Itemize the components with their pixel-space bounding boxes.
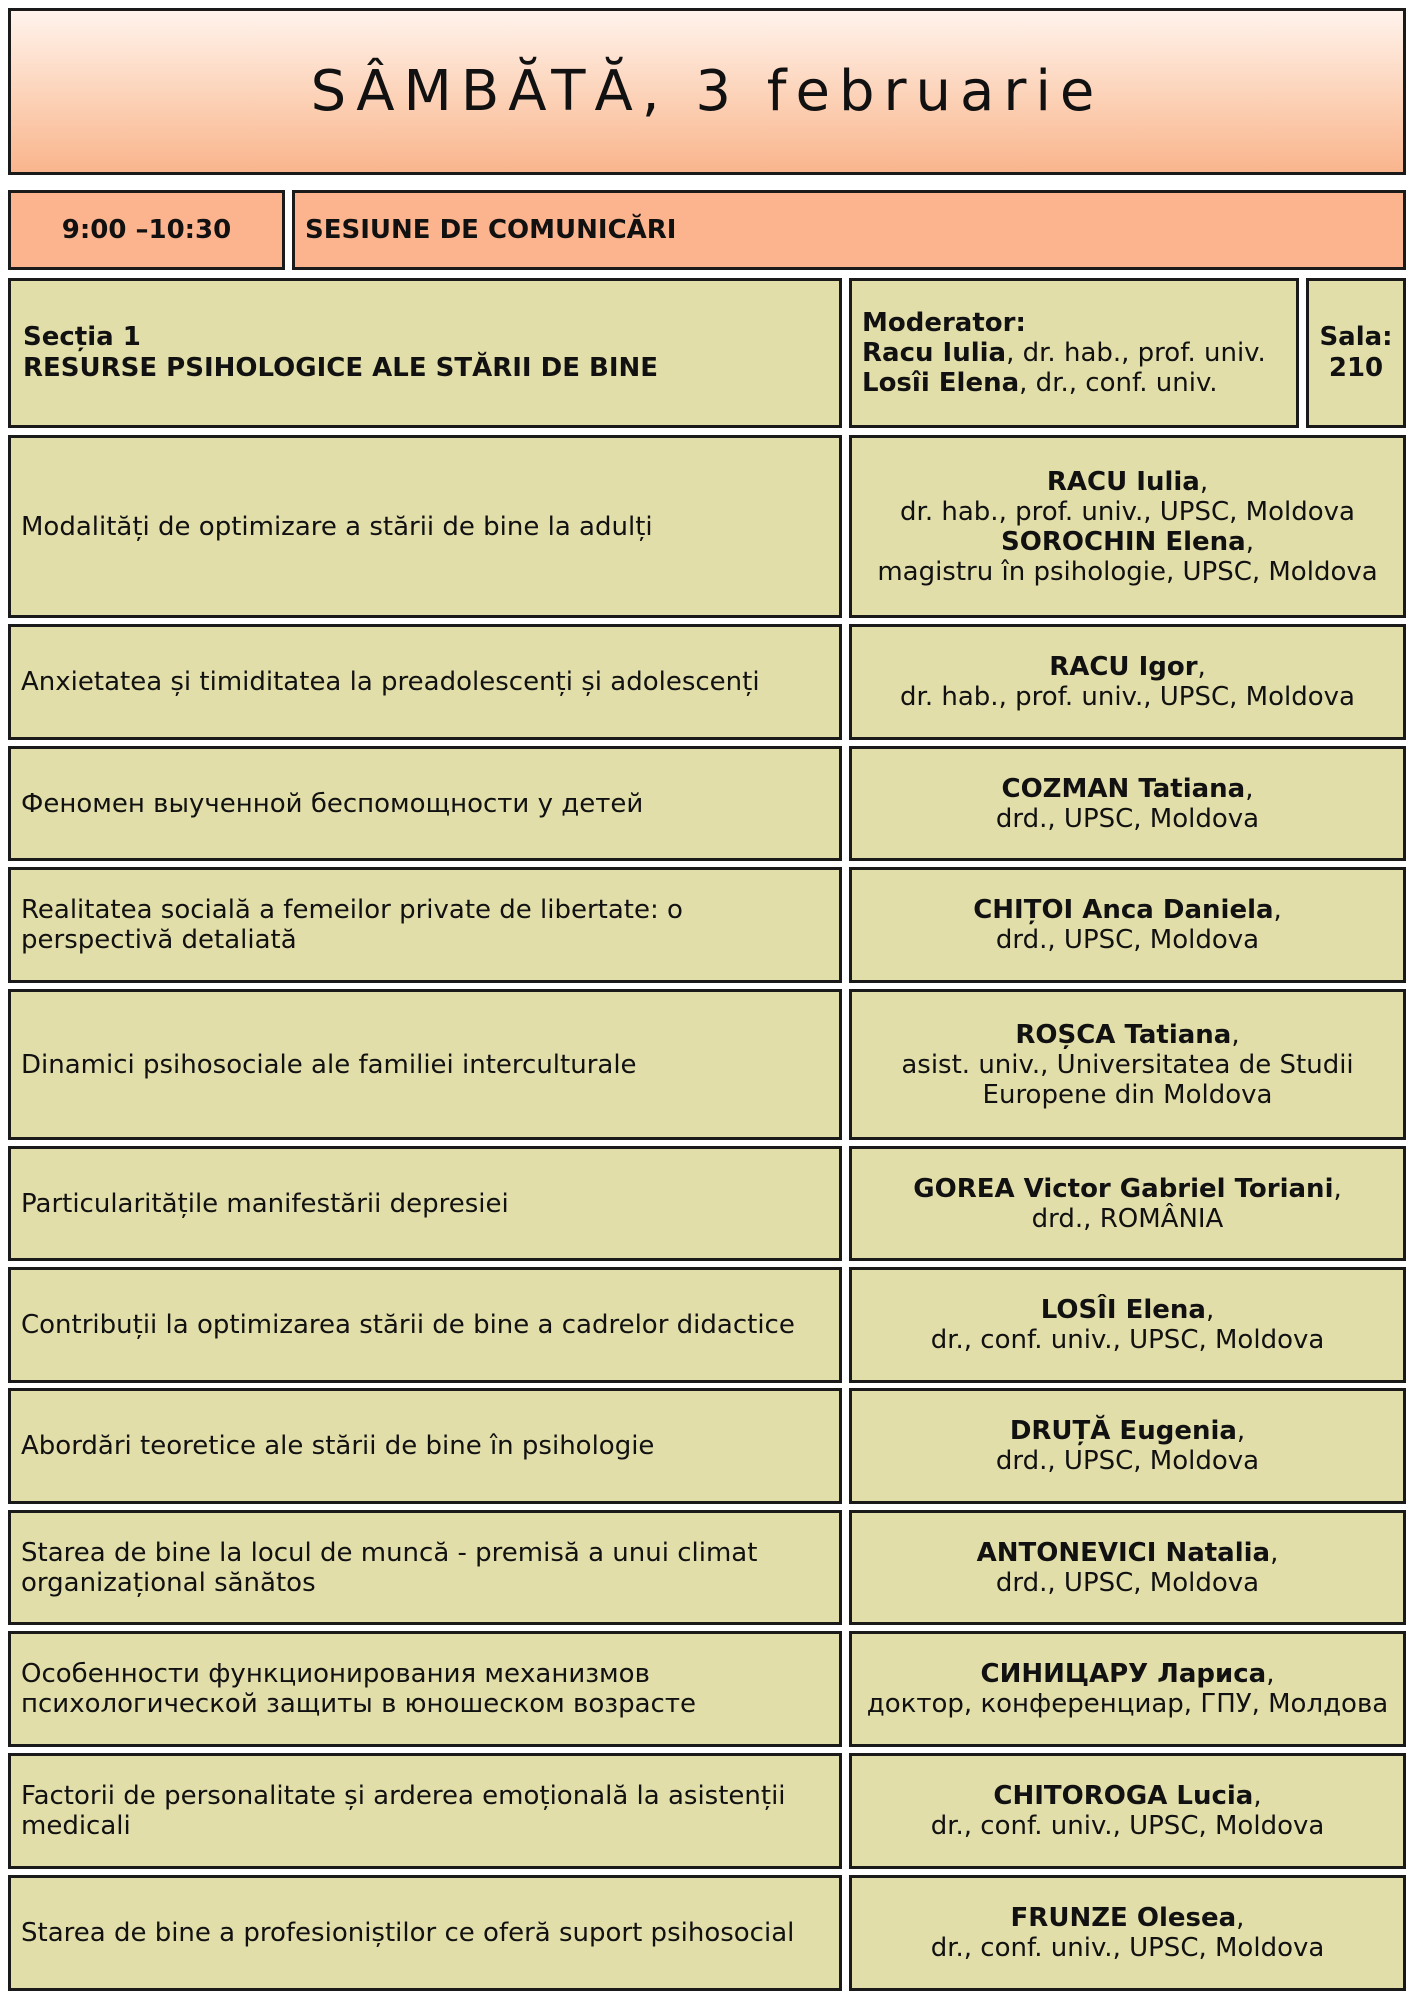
author-separator: , [1270, 1537, 1279, 1568]
author-name: ANTONEVICI Natalia [976, 1537, 1271, 1568]
author-name: RACU Iulia [1046, 466, 1200, 497]
author-name: DRUȚĂ Eugenia [1009, 1416, 1237, 1446]
author-name: CHITOROGA Lucia [993, 1781, 1254, 1811]
talk-title: Dinamici psihosociale ale familiei interculturale [8, 989, 842, 1140]
moderator-box [849, 278, 1299, 428]
author-name: СИНИЦАРУ Лариса [980, 1659, 1267, 1689]
author-affiliation: magistru în psihologie, UPSC, Moldova [877, 556, 1378, 587]
talk-title: Modalități de optimizare a stării de bine la adulți [8, 435, 842, 618]
room-box [1306, 278, 1406, 428]
talk-title: Феномен выученной беспомощности у детей [8, 746, 842, 861]
author-affiliation: drd., UPSC, Moldova [995, 803, 1260, 834]
author-separator: , [1205, 1295, 1215, 1325]
talk-authors [849, 624, 1406, 740]
author-name-line [993, 1781, 1261, 1811]
author-name-line [1047, 467, 1208, 497]
moderator-details: , dr. hab., prof. univ. [1006, 338, 1266, 368]
talk-authors [849, 1267, 1406, 1383]
author-separator: , [1236, 1903, 1245, 1933]
author-separator: , [1253, 1781, 1262, 1811]
talk-authors [849, 1875, 1406, 1991]
author-affiliation: dr. hab., prof. univ., UPSC, Moldova [900, 682, 1355, 712]
talk-title: Contribuții la optimizarea stării de bine a cadrelor didactice [8, 1267, 842, 1383]
talk-title: Anxietatea și timiditatea la preadolescenți și adolescenți [8, 624, 842, 740]
author-separator: , [1245, 773, 1254, 804]
author-affiliation: drd., UPSC, Moldova [995, 1567, 1260, 1598]
author-name: COZMAN Tatiana [1001, 773, 1246, 804]
author-name: LOSÎI Elena [1040, 1295, 1206, 1325]
author-name: CHIȚOI Anca Daniela [973, 895, 1274, 925]
author-name-line [913, 1174, 1342, 1204]
author-separator: , [1266, 1659, 1275, 1689]
page-title: SÂMBĂTĂ, 3 februarie [8, 8, 1406, 175]
session-time: 9:00 –10:30 [8, 190, 285, 270]
section-header [8, 278, 842, 428]
talk-authors [849, 1753, 1406, 1869]
author-name-line [1041, 1295, 1215, 1325]
author-name-line [977, 1538, 1279, 1568]
session-label: SESIUNE DE COMUNICĂRI [292, 190, 1406, 270]
author-separator: , [1236, 1416, 1246, 1446]
talk-title: Abordări teoretice ale stării de bine în psihologie [8, 1388, 842, 1504]
author-affiliation: dr., conf. univ., UPSC, Moldova [930, 1811, 1325, 1841]
room-label: Sala: [1319, 322, 1393, 352]
author-separator: , [1333, 1173, 1342, 1204]
author-separator: , [1231, 1019, 1240, 1050]
talk-authors [849, 1388, 1406, 1504]
talk-authors [849, 867, 1406, 983]
author-affiliation: asist. univ., Universitatea de Studii Europene din Moldova [901, 1049, 1354, 1110]
author-affiliation: drd., UPSC, Moldova [995, 925, 1260, 955]
talk-authors [849, 1146, 1406, 1261]
room-number: 210 [1328, 353, 1384, 383]
section-number: Secția 1 [23, 322, 141, 352]
author-name-line [1010, 1416, 1245, 1446]
talk-authors [849, 1510, 1406, 1625]
author-name-line [1011, 1903, 1245, 1933]
moderator-details: , dr., conf. univ. [1019, 368, 1218, 398]
talk-title: Starea de bine a profesioniștilor ce oferă suport psihosocial [8, 1875, 842, 1991]
talk-title: Realitatea socială a femeilor private de libertate: o perspectivă detaliată [8, 867, 842, 983]
author-name: RACU Igor [1049, 652, 1198, 682]
moderator-label: Moderator: [862, 308, 1026, 338]
author-affiliation: dr., conf. univ., UPSC, Moldova [930, 1933, 1325, 1963]
author-affiliation: доктор, конференциар, ГПУ, Молдова [866, 1689, 1389, 1719]
author-separator: , [1199, 466, 1209, 497]
author-name-line [981, 1659, 1275, 1689]
author-name-line [1002, 774, 1254, 804]
author-name: FRUNZE Olesea [1010, 1903, 1237, 1933]
talk-authors [849, 989, 1406, 1140]
talk-title: Factorii de personalitate și arderea emoțională la asistenții medicali [8, 1753, 842, 1869]
author-name-line [1015, 1020, 1239, 1050]
author-affiliation: drd., ROMÂNIA [1031, 1203, 1224, 1234]
talk-title: Particularitățile manifestării depresiei [8, 1146, 842, 1261]
talk-authors [849, 746, 1406, 861]
author-affiliation: dr. hab., prof. univ., UPSC, Moldova [900, 496, 1355, 527]
talk-title: Starea de bine la locul de muncă - premisă a unui climat organizațional sănătos [8, 1510, 842, 1625]
author-name: ROȘCA Tatiana [1015, 1019, 1232, 1050]
talk-title: Особенности функционирования механизмов психологической защиты в юношеском возрасте [8, 1631, 842, 1747]
author-separator: , [1197, 652, 1206, 682]
moderator-name: Losîi Elena [862, 368, 1020, 398]
author-separator: , [1245, 526, 1254, 557]
talk-authors [849, 1631, 1406, 1747]
author-affiliation: drd., UPSC, Moldova [995, 1446, 1260, 1476]
moderator-line [862, 338, 1296, 368]
moderator-name: Racu Iulia [862, 338, 1007, 368]
author-name-line [1001, 527, 1254, 557]
author-separator: , [1273, 895, 1282, 925]
moderator-line [862, 368, 1296, 398]
section-name: RESURSE PSIHOLOGICE ALE STĂRII DE BINE [23, 353, 659, 383]
author-name-line [1049, 652, 1206, 682]
author-affiliation: dr., conf. univ., UPSC, Moldova [930, 1325, 1325, 1355]
author-name-line [973, 895, 1282, 925]
talk-authors [849, 435, 1406, 618]
author-name: SOROCHIN Elena [1001, 526, 1246, 557]
author-name: GOREA Victor Gabriel Toriani [913, 1173, 1334, 1204]
